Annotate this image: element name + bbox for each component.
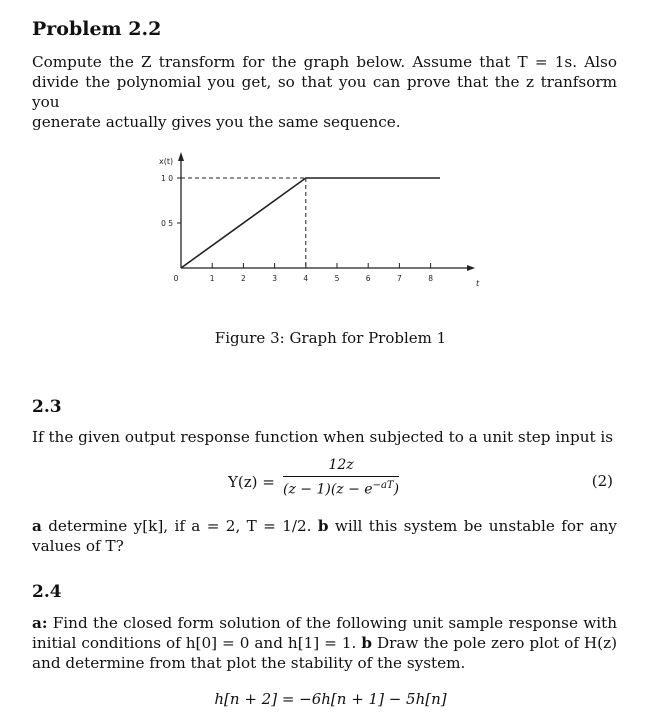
fraction-bar <box>283 476 399 477</box>
denominator-close: ) <box>393 481 400 498</box>
part-a-label-2-4: a: <box>32 614 48 632</box>
problem-title: Problem 2.2 <box>32 18 162 40</box>
y-tick-label: 0 5 <box>161 219 173 228</box>
x-tick-label: 1 <box>209 274 215 283</box>
graph-figure <box>0 0 661 330</box>
y-axis-label: x(t) <box>159 157 174 166</box>
problem-line-3: generate actually gives you the same sequence. <box>32 113 401 131</box>
y-axis-arrow <box>178 152 184 161</box>
denominator-exponent: −aT <box>372 480 394 491</box>
statement-line-2-text-b: Draw the pole zero plot of H(z) <box>376 634 618 652</box>
equation-2-denominator <box>283 480 399 498</box>
x-tick-label: 4 <box>303 274 309 283</box>
part-a-label: a <box>32 517 42 535</box>
x-tick-label: 6 <box>365 274 371 283</box>
part-b-label-2-4: b <box>361 634 372 652</box>
problem-line-2: divide the polynomial you get, so that you can prove that the z tranfsorm you <box>32 73 617 111</box>
x-tick-label: 3 <box>272 274 277 283</box>
x-axis-label: t <box>476 279 480 288</box>
statement-line-2-text: initial conditions of h[0] = 0 and h[1] = 1. <box>32 634 357 652</box>
question-line-1 <box>32 516 617 536</box>
x-tick-label: 8 <box>428 274 433 283</box>
figure-caption: Figure 3: Graph for Problem 1 <box>214 329 447 347</box>
statement-line-1-text: Find the closed form solution of the following unit sample response with <box>52 614 617 632</box>
x-axis-arrow <box>467 265 475 271</box>
question-line-2: values of T? <box>32 537 124 555</box>
x-tick-label: 5 <box>334 274 340 283</box>
equation-2-numerator: 12z <box>328 457 354 473</box>
x-tick-label: 7 <box>397 274 402 283</box>
equation-2-number: (2) <box>591 472 613 490</box>
statement-line-1 <box>32 613 617 633</box>
section-2-4-statement <box>32 613 617 673</box>
problem-line-1: Compute the Z transform for the graph below. Assume that T = 1s. Also <box>32 53 617 71</box>
equation-2-lhs-text: Y(z) = <box>228 473 275 491</box>
statement-line-2 <box>32 633 617 653</box>
section-2-4-title: 2.4 <box>32 582 62 602</box>
denominator-main: (z − 1)(z − e <box>283 481 373 498</box>
part-a-text: determine y[k], if a = 2, T = 1/2. <box>48 517 312 535</box>
x-tick-label: 0 <box>173 274 179 283</box>
equation-2-fraction <box>283 457 399 498</box>
x-tick-label: 2 <box>241 274 246 283</box>
statement-line-3: and determine from that plot the stability of the system. <box>32 654 466 672</box>
part-b-label: b <box>317 517 329 535</box>
section-2-3-question <box>32 516 617 556</box>
equation-2-lhs <box>228 473 275 491</box>
series-line <box>181 178 440 268</box>
y-tick-label: 1 0 <box>161 174 173 183</box>
section-2-3-title: 2.3 <box>32 397 62 417</box>
part-b-text: will this system be unstable for any <box>334 517 617 535</box>
section-2-3-intro: If the given output response function when subjected to a unit step input is <box>32 428 614 446</box>
difference-equation: h[n + 2] = −6h[n + 1] − 5h[n] <box>214 690 447 708</box>
